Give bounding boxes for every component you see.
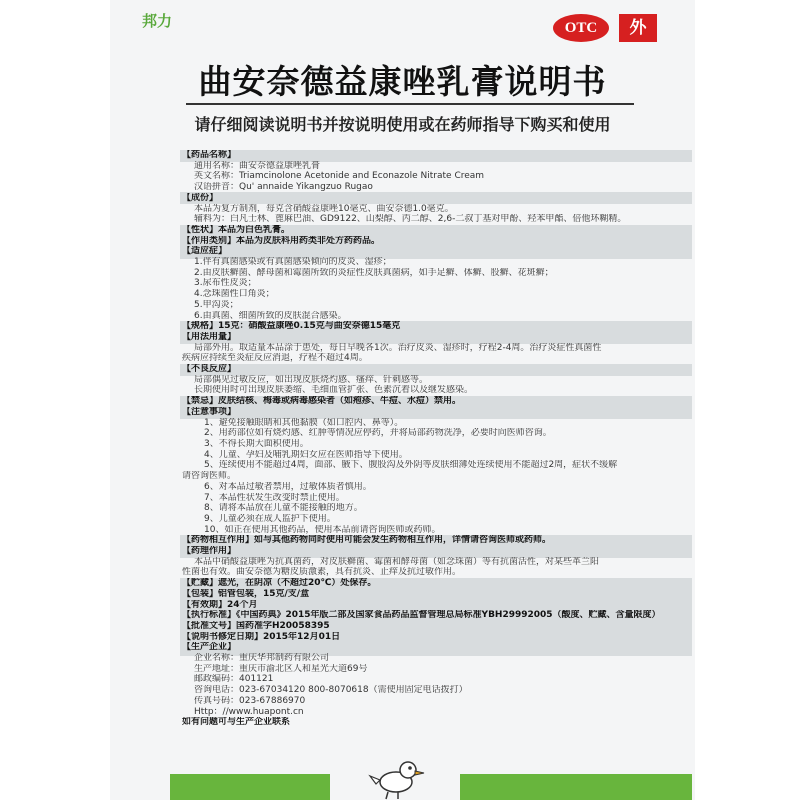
page-subtitle: 请仔细阅读说明书并按说明使用或在药师指导下购买和使用 — [194, 115, 611, 134]
body-line: 6、对本品过敏者禁用，过敏体质者慎用。 — [204, 481, 372, 492]
body-line: 邮政编码：401121 — [194, 674, 274, 685]
body-line: 9、儿童必须在成人监护下使用。 — [204, 513, 336, 524]
body-line: 咨询电话：023-67034120 800-8070618（需使用固定电话拨打） — [194, 685, 468, 696]
section-heading: 【性状】本品为白色乳膏。 — [182, 224, 291, 235]
body-line: 7、本品性状发生改变时禁止使用。 — [204, 492, 345, 503]
section-heading: 【禁忌】皮肤结核、梅毒或病毒感染者（如疱疹、牛痘、水痘）禁用。 — [182, 396, 462, 407]
section-heading: 【不良反应】 — [182, 364, 237, 375]
leaflet-body — [182, 150, 688, 728]
section-heading: 【包装】铝管包装，15克/支/盒 — [182, 588, 310, 599]
section-heading: 【生产企业】 — [182, 642, 237, 653]
body-line: 5、连续使用不能超过4周，面部、腋下、腹股沟及外阴等皮肤细薄处连续使用不能超过2周，症状不缓解 — [204, 460, 618, 471]
otc-badge: OTC — [553, 14, 609, 42]
body-line: 生产地址：重庆市渝北区人和星光大道69号 — [194, 663, 368, 674]
body-line: 本品中硝酸益康唑为抗真菌药，对皮肤癣菌、霉菌和酵母菌（如念珠菌）等有抗菌活性，对某些革兰阳 — [194, 556, 600, 567]
body-line: 1、避免接触眼睛和其他黏膜（如口腔内、鼻等）。 — [204, 417, 404, 428]
body-line: 本品为复方制剂，每克含硝酸益康唑10毫克、曲安奈德1.0毫克。 — [194, 203, 454, 214]
body-line: 3.尿布性皮炎； — [194, 278, 257, 289]
body-line: 性菌也有效。曲安奈德为糖皮质激素，具有抗炎、止痒及抗过敏作用。 — [182, 567, 462, 578]
body-line: 企业名称：重庆华邦制药有限公司 — [194, 653, 330, 664]
body-line: 2.由皮肤癣菌、酵母菌和霉菌所致的炎症性皮肤真菌病，如手足癣、体癣、股癣、花斑癣； — [194, 267, 554, 278]
body-line: 1.伴有真菌感染或有真菌感染倾向的皮炎、湿疹； — [194, 257, 392, 268]
section-heading: 【用法用量】 — [182, 331, 237, 342]
section-heading: 【说明书修定日期】2015年12月01日 — [182, 631, 341, 642]
body-line: 4、儿童、孕妇及哺乳期妇女应在医师指导下使用。 — [204, 449, 408, 460]
body-line: 请咨询医师。 — [182, 471, 237, 482]
body-line: 疾病应持续至炎症反应消退，疗程不超过4周。 — [182, 353, 368, 364]
section-heading: 【有效期】24个月 — [182, 599, 258, 610]
body-line: 辅料为：白凡士林、蓖麻巴油、GD9122、山梨醇、丙二醇、2,6-二叔丁基对甲酚、羟苯甲酯、倍他环糊精。 — [194, 214, 627, 225]
section-heading: 【作用类别】本品为皮肤科用药类非处方药药品。 — [182, 235, 381, 246]
body-line: 通用名称：曲安奈德益康唑乳膏 — [194, 160, 321, 171]
section-heading: 【注意事项】 — [182, 406, 237, 417]
body-line: Http：//www.huapont.cn — [194, 706, 304, 717]
body-line: 2、用药部位如有烧灼感、红肿等情况应停药，并将局部药物洗净，必要时向医师咨询。 — [204, 428, 552, 439]
body-line: 英文名称：Triamcinolone Acetonide and Econazole Nitrate Cream — [194, 171, 485, 182]
body-line: 6.由真菌、细菌所致的皮肤混合感染。 — [194, 310, 347, 321]
body-line: 长期使用时可出现皮肤萎缩、毛细血管扩张、色素沉着以及继发感染。 — [194, 385, 474, 396]
body-line: 汉语拼音：Qu' annaide Yikangzuo Rugao — [194, 182, 373, 193]
external-use-badge: 外 — [619, 14, 657, 42]
section-heading: 【药物相互作用】如与其他药物同时使用可能会发生药物相互作用，详情请咨询医师或药师。 — [182, 535, 552, 546]
title-divider — [186, 103, 634, 105]
section-heading: 【药理作用】 — [182, 546, 237, 557]
section-heading: 【执行标准】《中国药典》2015年版二部及国家食品药品监督管理总局标准YBH29992005（酸度、贮藏、含量限度） — [182, 610, 661, 621]
body-line: 局部偶见过敏反应，如出现皮肤烧灼感、瘙痒、针刺感等。 — [194, 374, 429, 385]
body-line: 5.甲沟炎； — [194, 299, 239, 310]
page-title: 曲安奈德益康唑乳膏说明书 — [198, 62, 607, 101]
section-heading: 【批准文号】国药准字H20058395 — [182, 620, 330, 631]
body-line: 3、不得长期大面积使用。 — [204, 438, 309, 449]
section-heading: 【药品名称】 — [182, 150, 237, 160]
mascot-bird-icon — [368, 752, 428, 800]
section-heading: 【适应症】 — [182, 246, 228, 257]
section-heading: 【成份】 — [182, 192, 219, 203]
section-heading: 如有问题可与生产企业联系 — [182, 717, 291, 728]
body-line: 4.念珠菌性口角炎； — [194, 289, 275, 300]
section-heading: 【规格】15克：硝酸益康唑0.15克与曲安奈德15毫克 — [182, 321, 401, 332]
body-line: 传真号码：023-67886970 — [194, 695, 306, 706]
brand-logo: 邦力 — [142, 12, 173, 30]
body-line: 8、请将本品放在儿童不能接触的地方。 — [204, 503, 363, 514]
section-heading: 【贮藏】遮光，在阴凉（不超过20℃）处保存。 — [182, 578, 377, 589]
body-line: 10、如正在使用其他药品，使用本品前请咨询医师或药师。 — [204, 524, 441, 535]
body-line: 局部外用。取适量本品涂于患处，每日早晚各1次。治疗皮炎、湿疹时，疗程2-4周。治疗炎症性真菌性 — [194, 342, 602, 353]
